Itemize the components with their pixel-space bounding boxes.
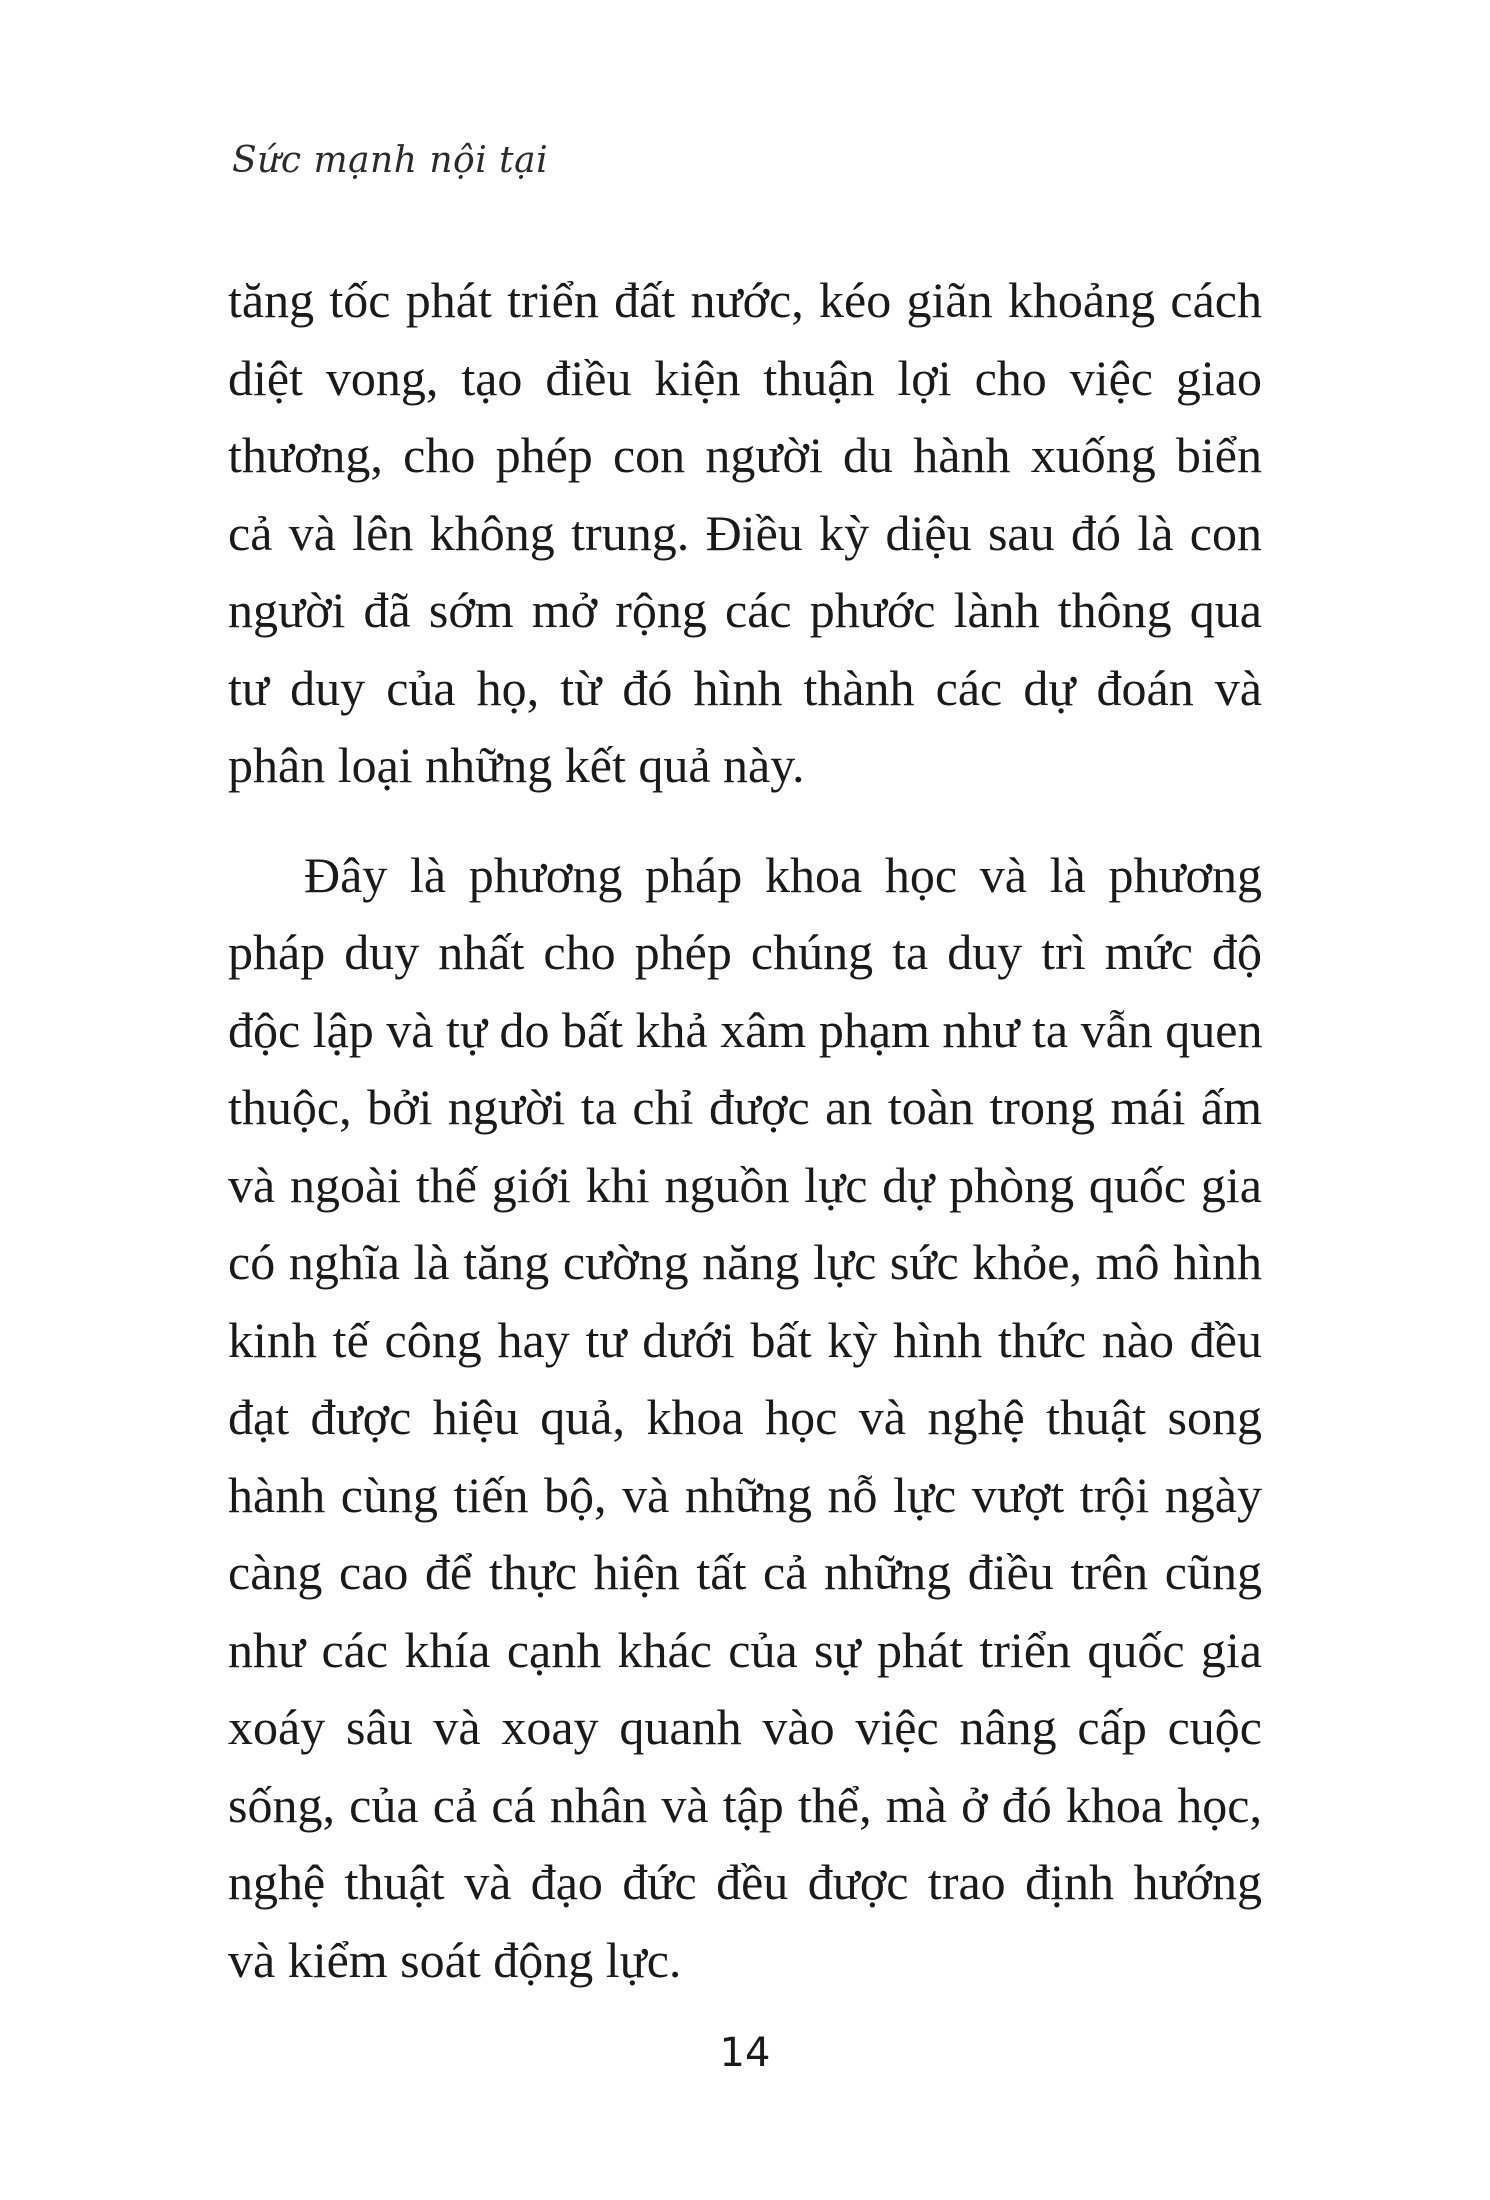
text-line: kinh tế công hay tư dưới bất kỳ hình thức nào đều	[228, 1311, 1262, 1368]
text-line: thuộc, bởi người ta chỉ được an toàn trong mái ấm	[228, 1079, 1262, 1135]
text-line: nghệ thuật và đạo đức đều được trao định hướng	[228, 1854, 1262, 1910]
text-line: độc lập và tự do bất khả xâm phạm như ta vẫn quen	[228, 1001, 1263, 1058]
text-line: càng cao để thực hiện tất cả những điều trên cũng	[228, 1544, 1262, 1600]
text-line: tư duy của họ, từ đó hình thành các dự đoán và	[228, 659, 1262, 716]
page-number: 14	[719, 2030, 771, 2076]
paragraph-1	[228, 262, 1262, 805]
text-line: Đây là phương pháp khoa học và là phương	[304, 846, 1262, 903]
text-line: thương, cho phép con người du hành xuống biển	[228, 427, 1262, 483]
text-line: hành cùng tiến bộ, và những nỗ lực vượt trội ngày	[228, 1466, 1262, 1523]
text-line: và ngoài thế giới khi nguồn lực dự phòng quốc gia	[228, 1156, 1262, 1213]
running-header-title: Sức mạnh nội tại	[232, 140, 549, 181]
text-line: như các khía cạnh khác của sự phát triển quốc gia	[228, 1621, 1262, 1678]
paragraph-2	[228, 837, 1262, 2000]
text-line: đạt được hiệu quả, khoa học và nghệ thuật song	[228, 1389, 1262, 1445]
text-line: và kiểm soát động lực.	[228, 1931, 682, 1988]
text-line: phân loại những kết quả này.	[228, 737, 805, 793]
text-line: pháp duy nhất cho phép chúng ta duy trì mức độ	[228, 924, 1262, 980]
text-line: sống, của cả cá nhân và tập thể, mà ở đó khoa học,	[228, 1776, 1262, 1833]
text-line: diệt vong, tạo điều kiện thuận lợi cho việc giao	[228, 349, 1262, 406]
text-line: tăng tốc phát triển đất nước, kéo giãn khoảng cách	[228, 272, 1262, 328]
text-line: có nghĩa là tăng cường năng lực sức khỏe, mô hình	[228, 1234, 1262, 1290]
body-text	[228, 262, 1262, 1999]
text-line: người đã sớm mở rộng các phước lành thông qua	[228, 582, 1262, 638]
text-line: cả và lên không trung. Điều kỳ diệu sau đó là con	[228, 504, 1262, 561]
text-line: xoáy sâu và xoay quanh vào việc nâng cấp cuộc	[228, 1699, 1262, 1755]
